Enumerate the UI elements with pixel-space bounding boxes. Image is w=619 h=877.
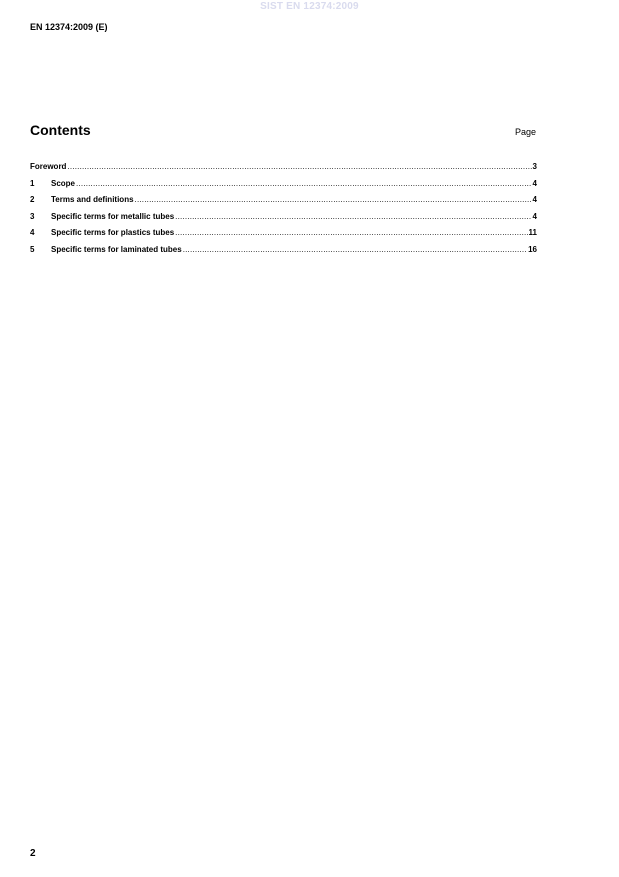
toc-entry-number: 5 (30, 244, 35, 254)
toc-entry-terms-and-definitions[interactable] (30, 195, 537, 212)
toc-dot-leader (175, 212, 531, 221)
toc-entry-page: 4 (532, 178, 537, 188)
toc-entry-page: 4 (532, 195, 537, 205)
toc-dot-leader (135, 195, 532, 204)
page-number: 2 (30, 848, 36, 859)
toc-entry-laminated-tubes[interactable] (30, 245, 537, 262)
toc-dot-leader (76, 179, 532, 188)
toc-entry-title: Foreword (30, 162, 67, 171)
contents-heading: Contents (30, 122, 91, 138)
toc-entry-page: 4 (532, 211, 537, 221)
toc-entry-number: 1 (30, 178, 35, 188)
watermark: SIST EN 12374:2009 (260, 1, 359, 12)
toc-dot-leader (67, 162, 531, 171)
toc-entry-page: 16 (528, 244, 537, 254)
toc-entry-page: 11 (528, 228, 537, 238)
toc-dot-leader (175, 228, 527, 237)
document-id-header: EN 12374:2009 (E) (30, 22, 108, 32)
toc-entry-title: Scope (51, 178, 76, 188)
toc-entry-page: 3 (532, 162, 537, 171)
toc-entry-number: 4 (30, 228, 35, 238)
toc-entry-title: Specific terms for metallic tubes (51, 211, 175, 221)
toc-entry-title: Specific terms for plastics tubes (51, 228, 175, 238)
toc-entry-number: 3 (30, 211, 35, 221)
toc-entry-number: 2 (30, 195, 35, 205)
toc-entry-plastics-tubes[interactable] (30, 228, 537, 245)
page-column-label: Page (514, 127, 536, 137)
toc-entry-metallic-tubes[interactable] (30, 212, 537, 229)
table-of-contents (30, 162, 537, 262)
toc-entry-title: Terms and definitions (51, 195, 134, 205)
toc-entry-scope[interactable] (30, 179, 537, 196)
toc-entry-foreword[interactable] (30, 162, 537, 179)
toc-entry-title: Specific terms for laminated tubes (51, 244, 182, 254)
toc-dot-leader (183, 245, 527, 254)
